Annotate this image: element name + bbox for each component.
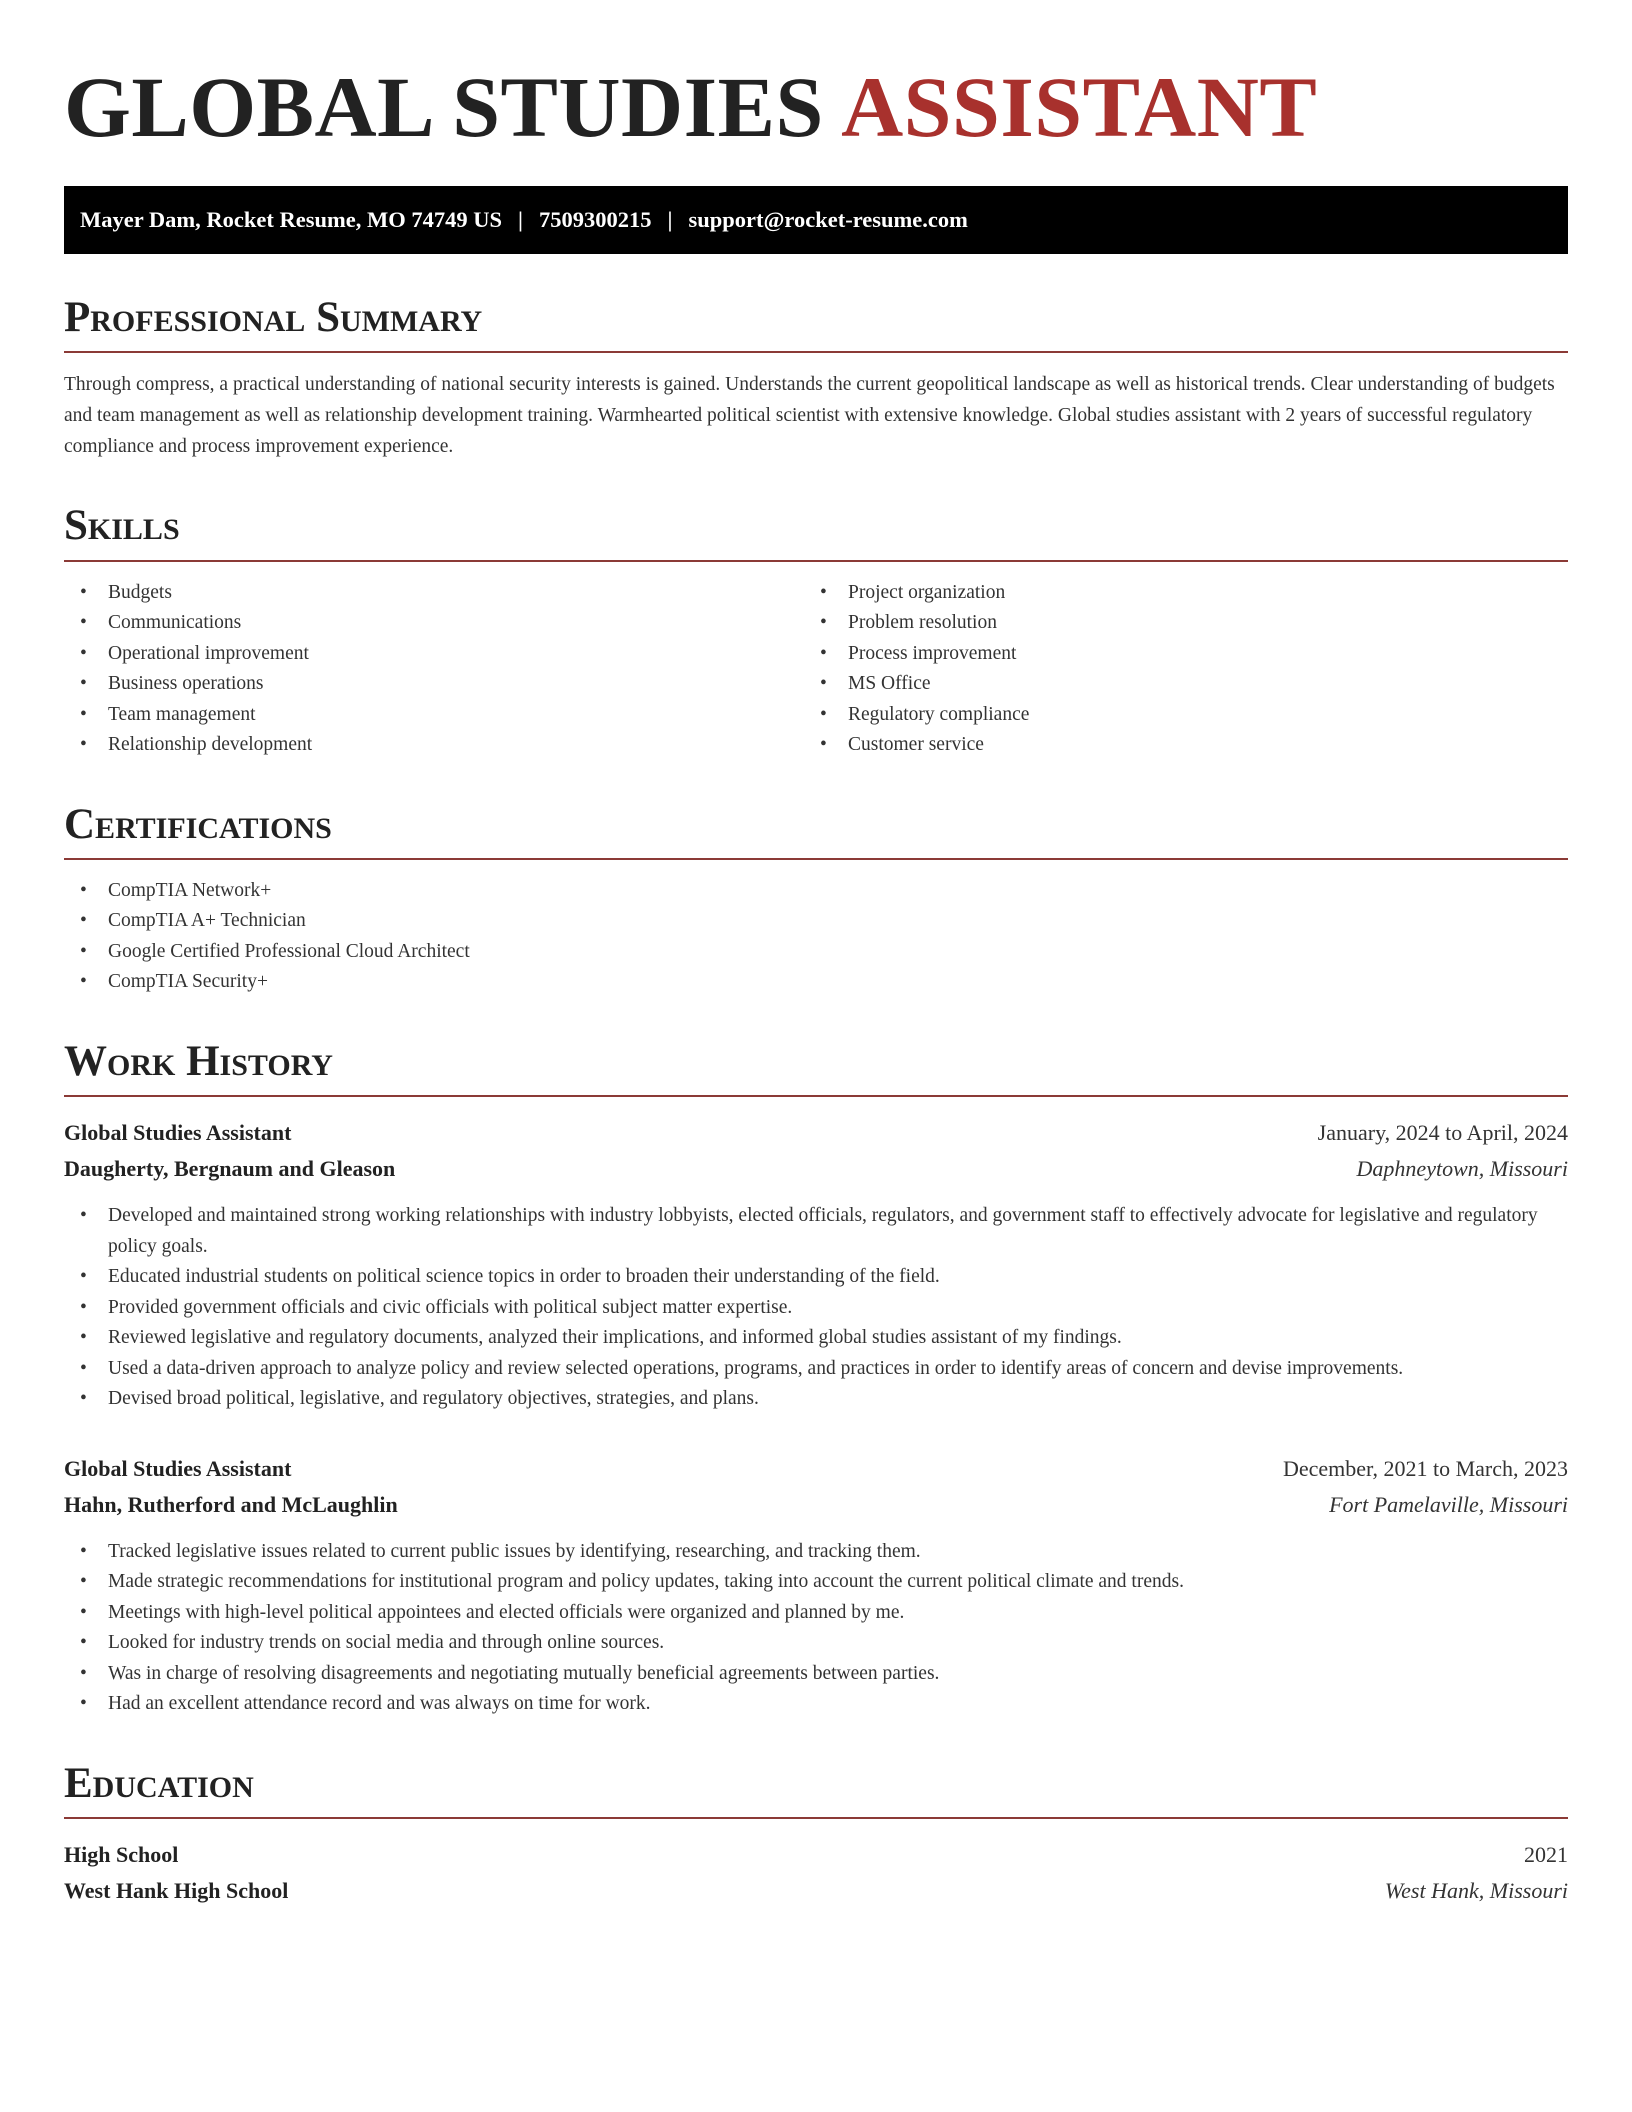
skill-item: • Customer service — [804, 730, 1568, 761]
certifications-section — [64, 801, 1568, 998]
skill-item: • MS Office — [804, 669, 1568, 700]
skill-item: • Team management — [64, 700, 804, 731]
job-duty: • Was in charge of resolving disagreements and negotiating mutually beneficial agreements between parties. — [64, 1659, 1568, 1690]
education-section — [64, 1760, 1568, 1909]
job-duty: • Developed and maintained strong working relationships with industry lobbyists, elected officials, regulators, and government staff to effectively advocate for legislative and regulatory policy goals. — [64, 1201, 1568, 1262]
job-title: Global Studies Assistant — [64, 1120, 292, 1146]
skills-list-left — [64, 578, 804, 761]
certifications-heading: Certifications — [64, 801, 1568, 860]
job-location: Fort Pamelaville, Missouri — [1329, 1491, 1568, 1517]
education-year: 2021 — [1524, 1841, 1568, 1867]
contact-phone: 7509300215 — [538, 207, 652, 232]
skills-grid — [64, 578, 1568, 761]
job-header-row — [64, 1451, 1568, 1487]
skill-item: • Budgets — [64, 578, 804, 609]
skills-section — [64, 502, 1568, 760]
resume-title — [64, 59, 1568, 155]
summary-text: Through compress, a practical understanding of national security interests is gained. Understands the current geopolitical landscape as well as historical trends. Clear understanding of budgets and team management as well as relationship development training. Warmhearted political scientist with extensive knowledge. Global studies assistant with 2 years of successful regulatory compliance and process improvement experience. — [64, 374, 1555, 458]
skill-item: • Project organization — [804, 578, 1568, 609]
certifications-list — [64, 876, 1568, 998]
work-history-section — [64, 1038, 1568, 1720]
education-degree: High School — [64, 1841, 179, 1867]
job-duty: • Educated industrial students on political science topics in order to broaden their understanding of the field. — [64, 1262, 1568, 1293]
education-entry — [64, 1837, 1568, 1909]
education-school-row — [64, 1873, 1568, 1909]
job-duty: • Looked for industry trends on social media and through online sources. — [64, 1628, 1568, 1659]
skill-item: • Problem resolution — [804, 608, 1568, 639]
contact-bar — [64, 186, 1568, 254]
skill-item: • Relationship development — [64, 730, 804, 761]
job-company-row — [64, 1487, 1568, 1523]
certification-item: • CompTIA A+ Technician — [64, 906, 1568, 937]
skill-item: • Business operations — [64, 669, 804, 700]
job-header-row — [64, 1115, 1568, 1151]
job-title: Global Studies Assistant — [64, 1455, 292, 1481]
job-location: Daphneytown, Missouri — [1356, 1156, 1568, 1182]
education-location: West Hank, Missouri — [1384, 1877, 1568, 1903]
education-heading: Education — [64, 1760, 1568, 1819]
job-duty: • Devised broad political, legislative, and regulatory objectives, strategies, and plans. — [64, 1384, 1568, 1415]
education-school: West Hank High School — [64, 1877, 289, 1903]
job-entry — [64, 1451, 1568, 1720]
contact-email: support@rocket-resume.com — [688, 207, 968, 232]
job-duty: • Had an excellent attendance record and was always on time for work. — [64, 1689, 1568, 1720]
contact-separator: | — [518, 207, 523, 232]
job-duty: • Tracked legislative issues related to current public issues by identifying, researching, and tracking them. — [64, 1537, 1568, 1568]
summary-section — [64, 294, 1568, 462]
job-entry — [64, 1115, 1568, 1415]
job-company: Daugherty, Bergnaum and Gleason — [64, 1156, 396, 1182]
skills-heading: Skills — [64, 502, 1568, 561]
skill-item: • Regulatory compliance — [804, 700, 1568, 731]
contact-separator: | — [667, 207, 673, 232]
skill-item: • Process improvement — [804, 639, 1568, 670]
certification-item: • CompTIA Security+ — [64, 967, 1568, 998]
job-dates: December, 2021 to March, 2023 — [1282, 1455, 1568, 1481]
certification-item: • Google Certified Professional Cloud Architect — [64, 937, 1568, 968]
skills-list-right — [804, 578, 1568, 761]
job-company-row — [64, 1151, 1568, 1187]
job-dates: January, 2024 to April, 2024 — [1317, 1120, 1568, 1146]
job-duty: • Used a data-driven approach to analyze policy and review selected operations, programs, and practices in order to identify areas of concern and devise improvements. — [64, 1354, 1568, 1385]
title-main: GLOBAL STUDIES — [64, 59, 824, 155]
summary-heading: Professional Summary — [64, 294, 1568, 353]
skill-item: • Communications — [64, 608, 804, 639]
job-duty: • Made strategic recommendations for institutional program and policy updates, taking into account the current political climate and trends. — [64, 1567, 1568, 1598]
job-duty: • Meetings with high-level political appointees and elected officials were organized and planned by me. — [64, 1598, 1568, 1629]
contact-address: Mayer Dam, Rocket Resume, MO 74749 US — [80, 207, 503, 232]
certification-item: • CompTIA Network+ — [64, 876, 1568, 907]
job-duties-list — [64, 1201, 1568, 1415]
job-duty: • Reviewed legislative and regulatory documents, analyzed their implications, and informed global studies assistant of my findings. — [64, 1323, 1568, 1354]
title-accent: ASSISTANT — [841, 59, 1318, 155]
job-company: Hahn, Rutherford and McLaughlin — [64, 1491, 398, 1517]
skill-item: • Operational improvement — [64, 639, 804, 670]
job-duties-list — [64, 1537, 1568, 1720]
job-duty: • Provided government officials and civic officials with political subject matter expertise. — [64, 1293, 1568, 1324]
education-degree-row — [64, 1837, 1568, 1873]
work-history-heading: Work History — [64, 1038, 1568, 1097]
